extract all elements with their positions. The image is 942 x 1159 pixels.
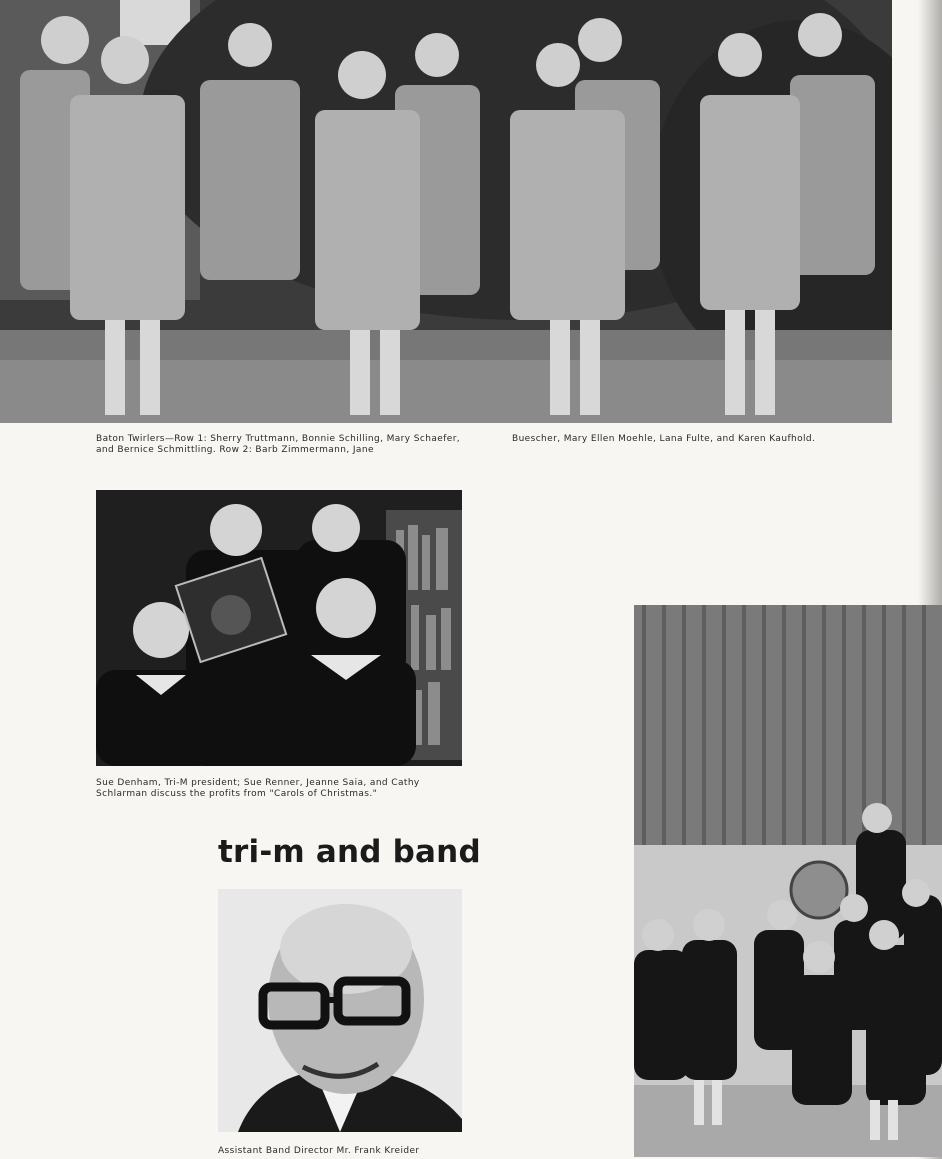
- page-title: tri-m and band: [218, 834, 481, 870]
- baton-twirlers-photo: [0, 0, 892, 423]
- tri-m-caption: Sue Denham, Tri-M president; Sue Renner, Jeanne Saia, and Cathy Schlarman discuss the profits from "Carols of Christmas.": [96, 778, 420, 799]
- baton-twirlers-illustration: [0, 0, 892, 423]
- band-members-photo: [634, 605, 942, 1157]
- tri-m-officers-illustration: [96, 490, 462, 766]
- band-director-caption: Assistant Band Director Mr. Frank Kreider: [218, 1146, 420, 1156]
- tri-m-officers-photo: [96, 490, 462, 766]
- band-director-illustration: [218, 889, 462, 1132]
- band-members-illustration: [634, 605, 942, 1157]
- baton-twirlers-caption-continued: Buescher, Mary Ellen Moehle, Lana Fulte, and Karen Kaufhold.: [512, 434, 816, 444]
- band-director-portrait: [218, 889, 462, 1132]
- baton-twirlers-caption: Baton Twirlers—Row 1: Sherry Truttmann, Bonnie Schilling, Mary Schaefer, and Bernice Schmittling. Row 2: Barb Zimmermann, Jane: [96, 434, 461, 455]
